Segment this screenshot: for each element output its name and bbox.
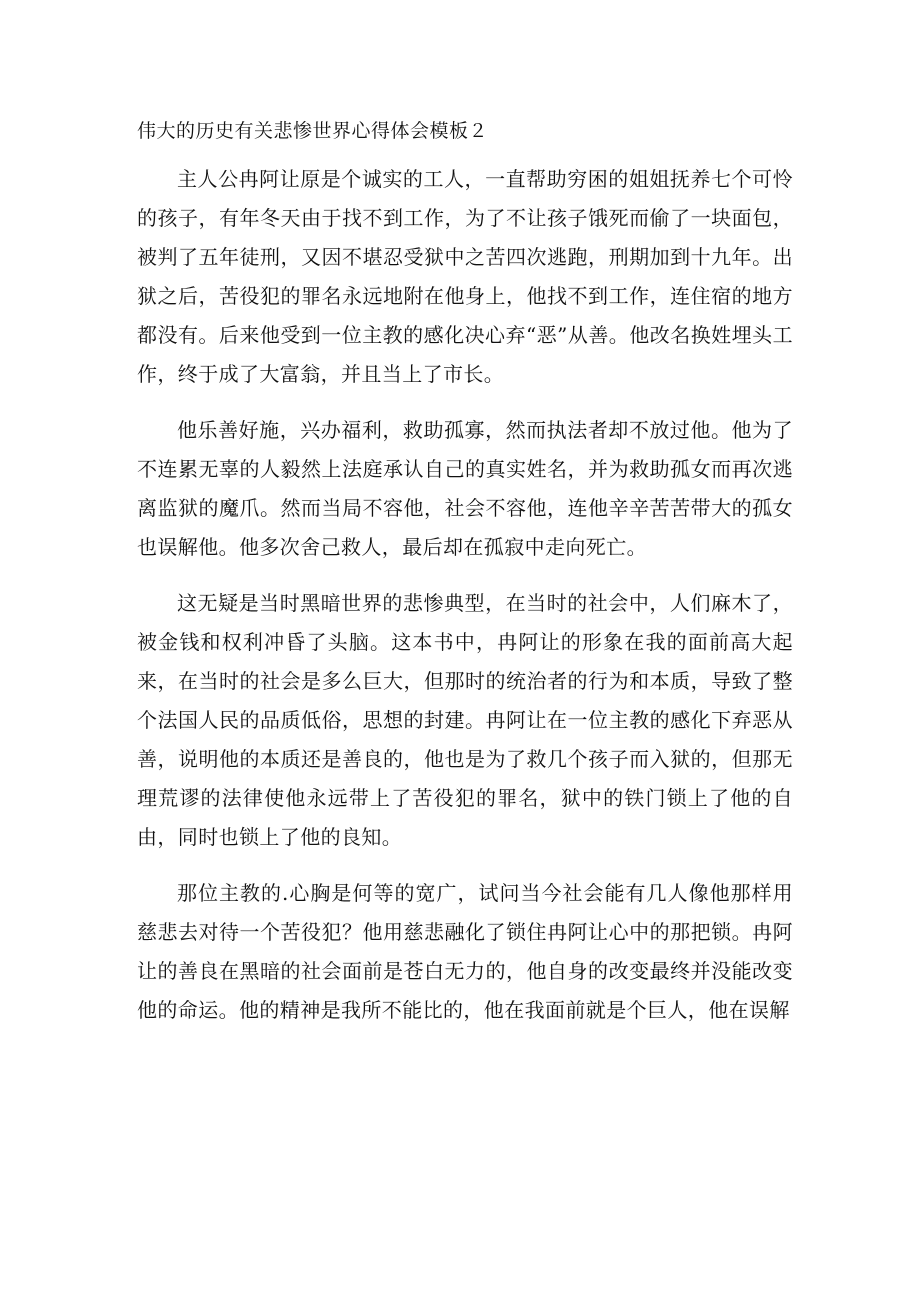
paragraph-3: 这无疑是当时黑暗世界的悲惨典型，在当时的社会中，人们麻木了，被金钱和权利冲昏了头脑。这本书中，冉阿让的形象在我的面前高大起来，在当时的社会是多么巨大，但那时的统治者的行为和本质，导致了整个法国人民的品质低俗，思想的封建。冉阿让在一位主教的感化下弃恶从善，说明他的本质还是善良的，他也是为了救几个孩子而入狱的，但那无理荒谬的法律使他永远带上了苦役犯的罪名，狱中的铁门锁上了他的自由，同时也锁上了他的良知。 bbox=[137, 591, 793, 849]
paragraph-2: 他乐善好施，兴办福利，救助孤寡，然而执法者却不放过他。他为了不连累无辜的人毅然上法庭承认自己的真实姓名，并为救助孤女而再次逃离监狱的魔爪。然而当局不容他，社会不容他，连他辛辛苦苦带大的孤女也误解他。他多次舍己救人，最后却在孤寂中走向死亡。 bbox=[137, 418, 793, 559]
paragraph-1: 主人公冉阿让原是个诚实的工人，一直帮助穷困的姐姐抚养七个可怜的孩子，有年冬天由于找不到工作，为了不让孩子饿死而偷了一块面包，被判了五年徒刑，又因不堪忍受狱中之苦四次逃跑，刑期加到十九年。出狱之后，苦役犯的罪名永远地附在他身上，他找不到工作，连住宿的地方都没有。后来他受到一位主教的感化决心弃“恶”从善。他改名换姓埋头工作，终于成了大富翁，并且当上了市长。 bbox=[137, 167, 793, 386]
paragraph-4: 那位主教的.心胸是何等的宽广，试问当今社会能有几人像他那样用慈悲去对待一个苦役犯？他用慈悲融化了锁住冉阿让心中的那把锁。冉阿让的善良在黑暗的社会面前是苍白无力的，他自身的改变最终并没能改变他的命运。他的精神是我所不能比的，他在我面前就是个巨人，他在误解 bbox=[137, 881, 793, 1022]
document-title: 伟大的历史有关悲惨世界心得体会模板２ bbox=[137, 120, 489, 142]
document-body bbox=[137, 160, 793, 1047]
